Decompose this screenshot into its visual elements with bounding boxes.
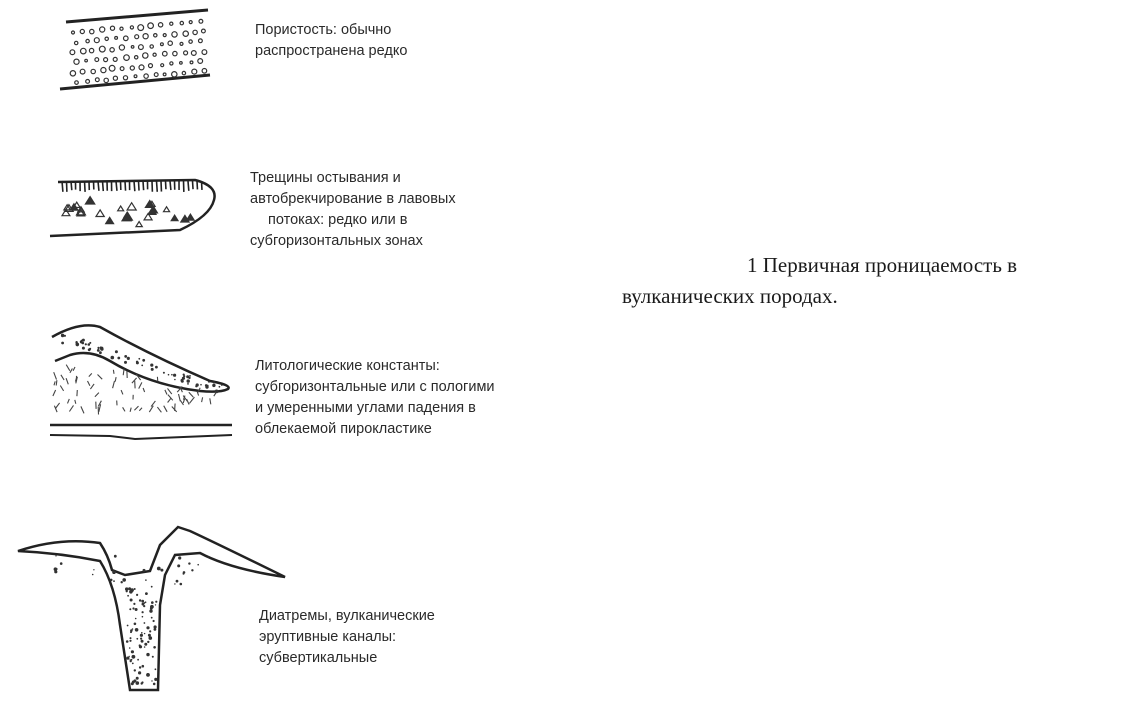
diatreme-sketch bbox=[0, 515, 300, 695]
breccia-fill bbox=[62, 197, 194, 227]
lithologic-label: Литологические константы: субгоризонтальные или с пологими и умеренными углами падения в облекаемой пирокластике bbox=[255, 358, 495, 437]
lava-flow-sketch bbox=[0, 168, 240, 248]
tuff-bed-outline bbox=[52, 325, 229, 391]
top-boundary-line bbox=[66, 10, 208, 22]
lower-line bbox=[50, 435, 232, 439]
porosity-label: Пористость: обычно распространена редко bbox=[255, 22, 408, 59]
pore-pattern bbox=[70, 19, 207, 84]
lithologic-sketch bbox=[0, 315, 260, 445]
diatremes-label: Диатремы, вулканические эруптивные каналы: субвертикальные bbox=[259, 608, 435, 666]
porosity-sketch bbox=[0, 0, 260, 110]
cooling-cracks-label: Трещины остывания и автобрекчирование в лавовых потоках: редко или в субгоризонтальных зонах bbox=[250, 170, 456, 249]
figure-caption: 1 Первичная проницаемость в вулканических породах. bbox=[622, 253, 1018, 308]
tuff-texture bbox=[61, 334, 223, 394]
